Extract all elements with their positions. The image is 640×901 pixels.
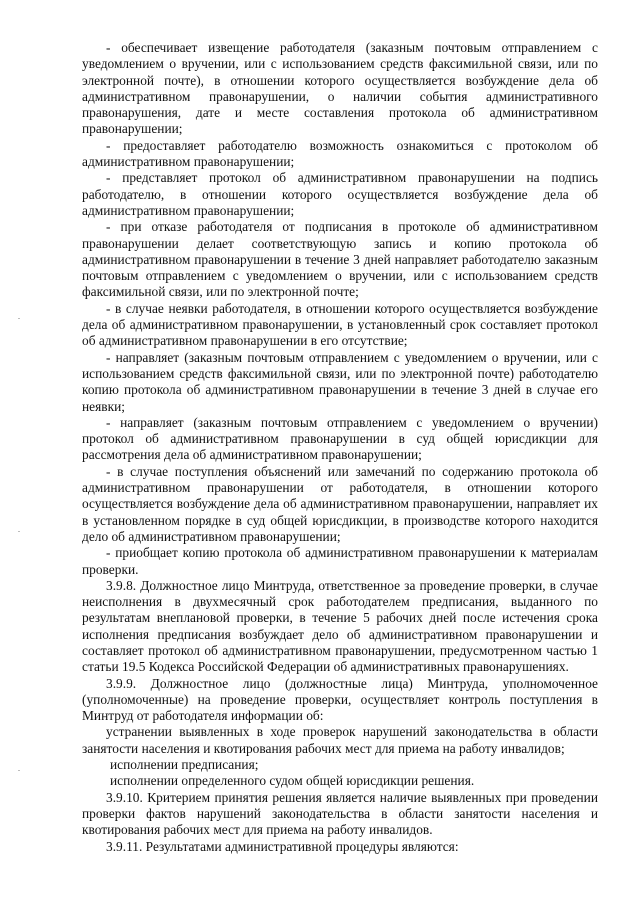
paragraph: 3.9.11. Результатами административной процедуры являются: (106, 838, 459, 854)
document-body (82, 40, 598, 855)
paragraph: устранении выявленных в ходе проверок нарушений законодательства в области занятости населения и квотирования рабочих мест для приема на работу инвалидов; (82, 724, 598, 756)
paragraph: 3.9.8. Должностное лицо Минтруда, ответственное за проведение проверки, в случае неисполнения в двухмесячный срок работодателем предписания, выданного по результатам внеплановой проверки, в течение 5 рабочих дней после истечения срока исполнения предписания возбуждает дело об административном правонарушении и составляет протокол об административном правонарушении, предусмотренном частью 1 статьи 19.5 Кодекса Российской Федерации об административных правонарушениях. (82, 577, 598, 675)
paragraph: - в случае поступления объяснений или замечаний по содержанию протокола об административном правонарушении от работодателя, в отношении которого осуществляется возбуждение дела об административном правонарушении, направляет их в установленном порядке в суд общей юрисдикции, в производстве которого находится дело об административном правонарушении; (82, 463, 598, 544)
paragraph: исполнении предписания; (110, 757, 259, 773)
paragraph: исполнении определенного судом общей юрисдикции решения. (110, 773, 475, 789)
paragraph: - обеспечивает извещение работодателя (заказным почтовым отправлением с уведомлением о вручении, или с использованием средств факсимильной связи, или по электронной почте), в отношении которого осуществляется возбуждение дела об административном правонарушении, о наличии события административного правонарушения, дате и месте составления протокола об административном правонарушении; (82, 40, 598, 137)
margin-dot (18, 318, 20, 319)
paragraph: - в случае неявки работодателя, в отношении которого осуществляется возбуждение дела об административном правонарушении, в установленный срок составляет протокол об административном правонарушении в его отсутствие; (82, 300, 598, 349)
margin-dot (18, 531, 20, 532)
paragraph: 3.9.10. Критерием принятия решения является наличие выявленных при проведении проверки фактов нарушений законодательства в области занятости населения и квотирования рабочих мест для приема на работу инвалидов. (82, 789, 598, 838)
paragraph: - при отказе работодателя от подписания в протоколе об административном правонарушении делает соответствующую запись и копию протокола об административном правонарушении в течение 3 дней направляет работодателю заказным почтовым отправлением с уведомлением о вручении, или с использованием средств факсимильной связи, или по электронной почте; (82, 219, 598, 300)
paragraph: - направляет (заказным почтовым отправлением с уведомлением о вручении, или с использованием средств факсимильной связи, или по электронной почте) работодателю копию протокола об административном правонарушении в течение 3 дней в случае его неявки; (82, 349, 598, 414)
paragraph: - предоставляет работодателю возможность ознакомиться с протоколом об административном правонарушении; (82, 137, 598, 170)
margin-dot (18, 770, 20, 771)
paragraph: - приобщает копию протокола об административном правонарушении к материалам проверки. (82, 545, 598, 577)
paragraph: - представляет протокол об административном правонарушении на подпись работодателю, в отношении которого осуществляется возбуждение дела об административном правонарушении; (82, 170, 598, 218)
paragraph: - направляет (заказным почтовым отправлением с уведомлением о вручении) протокол об административном правонарушении в суд общей юрисдикции для рассмотрения дела об административном правонарушении; (82, 414, 598, 463)
paragraph: 3.9.9. Должностное лицо (должностные лица) Минтруда, уполномоченное (уполномоченные) на проведение проверки, осуществляет контроль поступления в Минтруд от работодателя информации об: (82, 675, 598, 724)
